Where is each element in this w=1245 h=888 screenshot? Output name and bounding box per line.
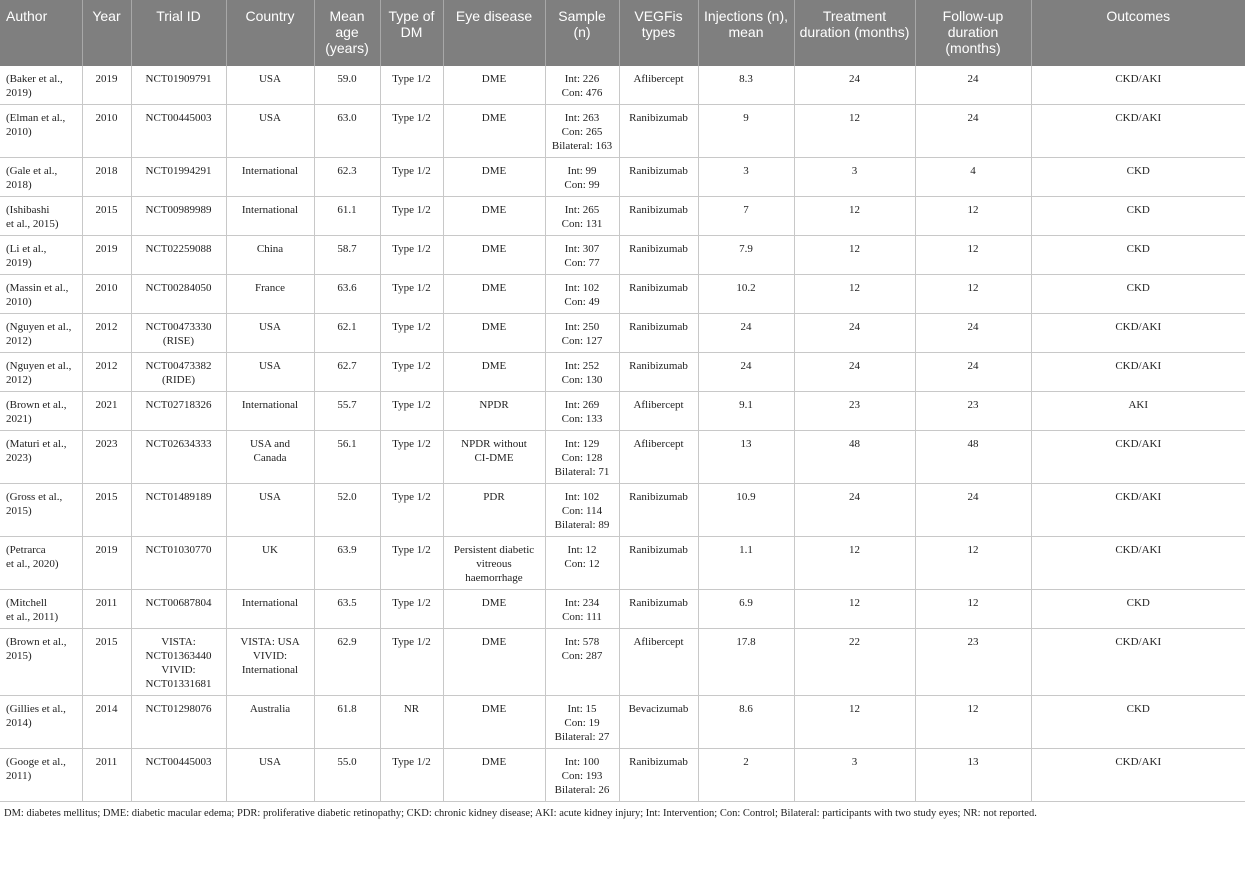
cell-treatment-duration: 12 [794, 236, 915, 275]
cell-eye-disease: PDR [443, 484, 545, 537]
header-follow-up-duration: Follow-up duration (months) [915, 0, 1031, 66]
cell-treatment-duration: 12 [794, 590, 915, 629]
cell-treatment-duration: 3 [794, 158, 915, 197]
cell-outcomes: CKD [1031, 236, 1245, 275]
cell-author: (Maturi et al., 2023) [0, 431, 82, 484]
cell-eye-disease: DME [443, 749, 545, 802]
cell-country: USA [226, 105, 314, 158]
cell-type-of-dm: Type 1/2 [380, 749, 443, 802]
table-row [0, 431, 1245, 484]
cell-follow-up-duration: 13 [915, 749, 1031, 802]
cell-type-of-dm: Type 1/2 [380, 590, 443, 629]
header-eye-disease: Eye disease [443, 0, 545, 66]
cell-trial-id: VISTA: NCT01363440 VIVID: NCT01331681 [131, 629, 226, 696]
cell-year: 2012 [82, 353, 131, 392]
cell-year: 2019 [82, 66, 131, 105]
cell-outcomes: CKD/AKI [1031, 105, 1245, 158]
cell-eye-disease: DME [443, 236, 545, 275]
cell-injections: 10.2 [698, 275, 794, 314]
header-type-of-dm: Type of DM [380, 0, 443, 66]
header-year: Year [82, 0, 131, 66]
cell-type-of-dm: Type 1/2 [380, 105, 443, 158]
cell-mean-age: 62.3 [314, 158, 380, 197]
cell-eye-disease: NPDR [443, 392, 545, 431]
cell-outcomes: CKD/AKI [1031, 537, 1245, 590]
header-injections: Injections (n), mean [698, 0, 794, 66]
cell-injections: 17.8 [698, 629, 794, 696]
cell-author: (Baker et al., 2019) [0, 66, 82, 105]
cell-year: 2018 [82, 158, 131, 197]
cell-eye-disease: DME [443, 314, 545, 353]
header-mean-age: Mean age (years) [314, 0, 380, 66]
cell-type-of-dm: Type 1/2 [380, 314, 443, 353]
cell-injections: 7 [698, 197, 794, 236]
table-row [0, 590, 1245, 629]
table-body [0, 66, 1245, 802]
cell-outcomes: CKD/AKI [1031, 66, 1245, 105]
header-country: Country [226, 0, 314, 66]
cell-author: (Massin et al., 2010) [0, 275, 82, 314]
cell-sample: Int: 12 Con: 12 [545, 537, 619, 590]
cell-type-of-dm: Type 1/2 [380, 275, 443, 314]
cell-sample: Int: 15 Con: 19 Bilateral: 27 [545, 696, 619, 749]
cell-follow-up-duration: 24 [915, 484, 1031, 537]
cell-type-of-dm: Type 1/2 [380, 236, 443, 275]
cell-injections: 24 [698, 353, 794, 392]
cell-vegfis-type: Aflibercept [619, 392, 698, 431]
header-author: Author [0, 0, 82, 66]
cell-eye-disease: DME [443, 629, 545, 696]
cell-mean-age: 63.6 [314, 275, 380, 314]
cell-outcomes: CKD [1031, 275, 1245, 314]
table-row [0, 353, 1245, 392]
cell-author: (Nguyen et al., 2012) [0, 314, 82, 353]
cell-country: International [226, 197, 314, 236]
cell-country: USA [226, 66, 314, 105]
cell-mean-age: 55.7 [314, 392, 380, 431]
cell-outcomes: CKD/AKI [1031, 484, 1245, 537]
cell-sample: Int: 307 Con: 77 [545, 236, 619, 275]
cell-vegfis-type: Ranibizumab [619, 590, 698, 629]
cell-vegfis-type: Ranibizumab [619, 749, 698, 802]
table-row [0, 696, 1245, 749]
cell-follow-up-duration: 12 [915, 275, 1031, 314]
cell-year: 2012 [82, 314, 131, 353]
cell-author: (Gale et al., 2018) [0, 158, 82, 197]
cell-sample: Int: 265 Con: 131 [545, 197, 619, 236]
cell-vegfis-type: Bevacizumab [619, 696, 698, 749]
cell-follow-up-duration: 12 [915, 590, 1031, 629]
cell-follow-up-duration: 48 [915, 431, 1031, 484]
cell-follow-up-duration: 24 [915, 66, 1031, 105]
cell-year: 2021 [82, 392, 131, 431]
cell-author: (Nguyen et al., 2012) [0, 353, 82, 392]
cell-country: USA and Canada [226, 431, 314, 484]
cell-sample: Int: 102 Con: 49 [545, 275, 619, 314]
cell-trial-id: NCT01298076 [131, 696, 226, 749]
table-row [0, 197, 1245, 236]
cell-follow-up-duration: 23 [915, 629, 1031, 696]
cell-eye-disease: DME [443, 353, 545, 392]
cell-mean-age: 63.9 [314, 537, 380, 590]
cell-country: USA [226, 314, 314, 353]
cell-type-of-dm: Type 1/2 [380, 392, 443, 431]
cell-treatment-duration: 23 [794, 392, 915, 431]
table-row [0, 537, 1245, 590]
cell-injections: 1.1 [698, 537, 794, 590]
cell-injections: 7.9 [698, 236, 794, 275]
table-row [0, 314, 1245, 353]
cell-eye-disease: DME [443, 197, 545, 236]
cell-author: (Elman et al., 2010) [0, 105, 82, 158]
cell-type-of-dm: Type 1/2 [380, 353, 443, 392]
cell-type-of-dm: NR [380, 696, 443, 749]
cell-year: 2014 [82, 696, 131, 749]
cell-vegfis-type: Aflibercept [619, 431, 698, 484]
cell-injections: 3 [698, 158, 794, 197]
cell-author: (Brown et al., 2021) [0, 392, 82, 431]
cell-vegfis-type: Ranibizumab [619, 236, 698, 275]
cell-trial-id: NCT02259088 [131, 236, 226, 275]
cell-sample: Int: 578 Con: 287 [545, 629, 619, 696]
cell-trial-id: NCT00687804 [131, 590, 226, 629]
cell-trial-id: NCT01030770 [131, 537, 226, 590]
cell-trial-id: NCT02634333 [131, 431, 226, 484]
cell-follow-up-duration: 24 [915, 105, 1031, 158]
cell-author: (Gillies et al., 2014) [0, 696, 82, 749]
cell-injections: 9 [698, 105, 794, 158]
table-row [0, 158, 1245, 197]
cell-trial-id: NCT00989989 [131, 197, 226, 236]
cell-follow-up-duration: 23 [915, 392, 1031, 431]
cell-sample: Int: 252 Con: 130 [545, 353, 619, 392]
cell-year: 2019 [82, 537, 131, 590]
cell-year: 2015 [82, 629, 131, 696]
cell-mean-age: 56.1 [314, 431, 380, 484]
cell-sample: Int: 263 Con: 265 Bilateral: 163 [545, 105, 619, 158]
cell-eye-disease: DME [443, 105, 545, 158]
cell-eye-disease: DME [443, 158, 545, 197]
cell-outcomes: CKD/AKI [1031, 431, 1245, 484]
cell-outcomes: CKD [1031, 197, 1245, 236]
cell-treatment-duration: 3 [794, 749, 915, 802]
cell-trial-id: NCT00473330 (RISE) [131, 314, 226, 353]
header-sample: Sample (n) [545, 0, 619, 66]
cell-sample: Int: 250 Con: 127 [545, 314, 619, 353]
cell-trial-id: NCT01489189 [131, 484, 226, 537]
cell-vegfis-type: Ranibizumab [619, 537, 698, 590]
cell-author: (Googe et al., 2011) [0, 749, 82, 802]
cell-author: (Petrarca et al., 2020) [0, 537, 82, 590]
cell-country: International [226, 158, 314, 197]
cell-country: USA [226, 484, 314, 537]
cell-trial-id: NCT00473382 (RIDE) [131, 353, 226, 392]
cell-outcomes: CKD [1031, 696, 1245, 749]
cell-outcomes: CKD/AKI [1031, 749, 1245, 802]
cell-author: (Li et al., 2019) [0, 236, 82, 275]
cell-follow-up-duration: 24 [915, 353, 1031, 392]
cell-outcomes: CKD/AKI [1031, 353, 1245, 392]
cell-injections: 6.9 [698, 590, 794, 629]
cell-mean-age: 62.7 [314, 353, 380, 392]
cell-vegfis-type: Aflibercept [619, 629, 698, 696]
cell-mean-age: 63.5 [314, 590, 380, 629]
header-outcomes: Outcomes [1031, 0, 1245, 66]
cell-mean-age: 58.7 [314, 236, 380, 275]
cell-author: (Mitchell et al., 2011) [0, 590, 82, 629]
cell-sample: Int: 226 Con: 476 [545, 66, 619, 105]
cell-country: USA [226, 353, 314, 392]
cell-treatment-duration: 12 [794, 197, 915, 236]
cell-country: International [226, 392, 314, 431]
cell-type-of-dm: Type 1/2 [380, 629, 443, 696]
header-treatment-duration: Treatment duration (months) [794, 0, 915, 66]
cell-year: 2010 [82, 105, 131, 158]
cell-eye-disease: DME [443, 275, 545, 314]
cell-country: China [226, 236, 314, 275]
cell-eye-disease: DME [443, 66, 545, 105]
cell-injections: 13 [698, 431, 794, 484]
cell-treatment-duration: 24 [794, 66, 915, 105]
cell-sample: Int: 102 Con: 114 Bilateral: 89 [545, 484, 619, 537]
cell-treatment-duration: 24 [794, 484, 915, 537]
cell-treatment-duration: 22 [794, 629, 915, 696]
cell-trial-id: NCT00445003 [131, 749, 226, 802]
cell-outcomes: CKD/AKI [1031, 314, 1245, 353]
table-row [0, 66, 1245, 105]
table-row [0, 105, 1245, 158]
cell-trial-id: NCT01994291 [131, 158, 226, 197]
cell-follow-up-duration: 12 [915, 236, 1031, 275]
cell-injections: 8.6 [698, 696, 794, 749]
cell-outcomes: CKD [1031, 590, 1245, 629]
cell-country: VISTA: USA VIVID: International [226, 629, 314, 696]
cell-follow-up-duration: 12 [915, 537, 1031, 590]
cell-outcomes: CKD/AKI [1031, 629, 1245, 696]
table-row [0, 236, 1245, 275]
cell-author: (Ishibashi et al., 2015) [0, 197, 82, 236]
table-row [0, 749, 1245, 802]
cell-injections: 2 [698, 749, 794, 802]
cell-sample: Int: 269 Con: 133 [545, 392, 619, 431]
cell-country: International [226, 590, 314, 629]
cell-country: USA [226, 749, 314, 802]
cell-follow-up-duration: 12 [915, 197, 1031, 236]
header-vegfis-types: VEGFis types [619, 0, 698, 66]
cell-author: (Brown et al., 2015) [0, 629, 82, 696]
cell-injections: 10.9 [698, 484, 794, 537]
table-footnote: DM: diabetes mellitus; DME: diabetic macular edema; PDR: proliferative diabetic retinopathy; CKD: chronic kidney disease; AKI: acute kidney injury; Int: Intervention; Con: Control; Bilateral: participants with two study eyes; NR: not reported. [4, 808, 1037, 819]
cell-injections: 8.3 [698, 66, 794, 105]
header-row [0, 0, 1245, 66]
cell-treatment-duration: 48 [794, 431, 915, 484]
cell-trial-id: NCT01909791 [131, 66, 226, 105]
cell-treatment-duration: 12 [794, 537, 915, 590]
cell-mean-age: 61.8 [314, 696, 380, 749]
cell-eye-disease: DME [443, 590, 545, 629]
cell-sample: Int: 234 Con: 111 [545, 590, 619, 629]
cell-year: 2015 [82, 484, 131, 537]
cell-year: 2011 [82, 590, 131, 629]
cell-mean-age: 61.1 [314, 197, 380, 236]
cell-sample: Int: 100 Con: 193 Bilateral: 26 [545, 749, 619, 802]
cell-vegfis-type: Ranibizumab [619, 105, 698, 158]
cell-country: Australia [226, 696, 314, 749]
cell-trial-id: NCT00445003 [131, 105, 226, 158]
cell-vegfis-type: Ranibizumab [619, 484, 698, 537]
cell-sample: Int: 99 Con: 99 [545, 158, 619, 197]
cell-mean-age: 55.0 [314, 749, 380, 802]
cell-year: 2015 [82, 197, 131, 236]
cell-vegfis-type: Ranibizumab [619, 353, 698, 392]
cell-treatment-duration: 24 [794, 353, 915, 392]
table-row [0, 392, 1245, 431]
cell-vegfis-type: Ranibizumab [619, 197, 698, 236]
cell-outcomes: CKD [1031, 158, 1245, 197]
cell-eye-disease: Persistent diabetic vitreous haemorrhage [443, 537, 545, 590]
cell-trial-id: NCT00284050 [131, 275, 226, 314]
cell-injections: 24 [698, 314, 794, 353]
cell-type-of-dm: Type 1/2 [380, 537, 443, 590]
table-row [0, 629, 1245, 696]
cell-country: UK [226, 537, 314, 590]
cell-vegfis-type: Ranibizumab [619, 314, 698, 353]
cell-type-of-dm: Type 1/2 [380, 431, 443, 484]
cell-follow-up-duration: 24 [915, 314, 1031, 353]
cell-mean-age: 62.1 [314, 314, 380, 353]
cell-year: 2011 [82, 749, 131, 802]
cell-type-of-dm: Type 1/2 [380, 158, 443, 197]
cell-year: 2023 [82, 431, 131, 484]
cell-type-of-dm: Type 1/2 [380, 66, 443, 105]
cell-author: (Gross et al., 2015) [0, 484, 82, 537]
cell-country: France [226, 275, 314, 314]
cell-mean-age: 59.0 [314, 66, 380, 105]
cell-outcomes: AKI [1031, 392, 1245, 431]
cell-sample: Int: 129 Con: 128 Bilateral: 71 [545, 431, 619, 484]
cell-follow-up-duration: 12 [915, 696, 1031, 749]
cell-vegfis-type: Ranibizumab [619, 275, 698, 314]
cell-mean-age: 52.0 [314, 484, 380, 537]
cell-eye-disease: NPDR without CI-DME [443, 431, 545, 484]
cell-type-of-dm: Type 1/2 [380, 484, 443, 537]
cell-treatment-duration: 24 [794, 314, 915, 353]
cell-mean-age: 63.0 [314, 105, 380, 158]
cell-follow-up-duration: 4 [915, 158, 1031, 197]
header-trial-id: Trial ID [131, 0, 226, 66]
cell-vegfis-type: Aflibercept [619, 66, 698, 105]
cell-year: 2019 [82, 236, 131, 275]
cell-trial-id: NCT02718326 [131, 392, 226, 431]
cell-eye-disease: DME [443, 696, 545, 749]
table-row [0, 275, 1245, 314]
cell-treatment-duration: 12 [794, 105, 915, 158]
cell-injections: 9.1 [698, 392, 794, 431]
cell-treatment-duration: 12 [794, 275, 915, 314]
cell-mean-age: 62.9 [314, 629, 380, 696]
cell-type-of-dm: Type 1/2 [380, 197, 443, 236]
table-row [0, 484, 1245, 537]
cell-treatment-duration: 12 [794, 696, 915, 749]
cell-vegfis-type: Ranibizumab [619, 158, 698, 197]
cell-year: 2010 [82, 275, 131, 314]
